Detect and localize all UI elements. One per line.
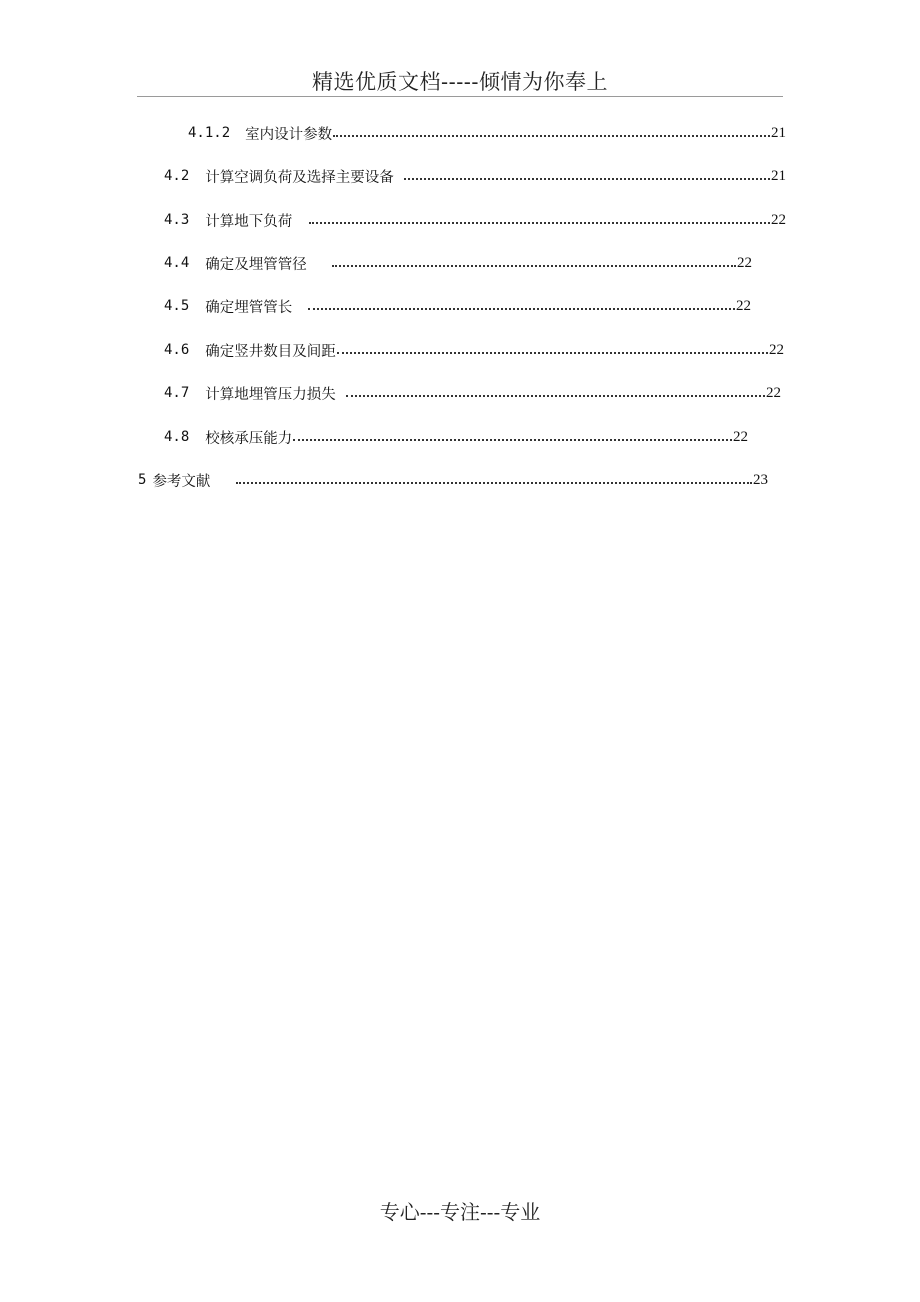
- toc-entry[interactable]: [164, 295, 751, 317]
- toc-entry[interactable]: [164, 426, 748, 448]
- toc-entry-title: 校核承压能力: [205, 430, 293, 447]
- toc-dot-leader: [236, 482, 752, 484]
- toc-entry-number: 4.8: [164, 429, 190, 445]
- toc-entry-number: 4.5: [164, 298, 190, 314]
- toc-entry[interactable]: [164, 382, 781, 404]
- toc-entry-page: 22: [771, 211, 786, 228]
- toc-entry-number: 4.6: [164, 342, 190, 358]
- toc-entry-title: 计算地埋管压力损失: [205, 386, 336, 403]
- toc-entry-number: 4.2: [164, 168, 190, 184]
- toc-entry-number: 5: [138, 472, 147, 488]
- toc-entry-title: 计算空调负荷及选择主要设备: [205, 169, 394, 186]
- toc-dot-leader: [337, 352, 768, 354]
- toc-entry-number: 4.3: [164, 212, 190, 228]
- toc-entry[interactable]: [138, 469, 768, 491]
- toc-entry-page: 22: [733, 428, 748, 445]
- toc-entry[interactable]: [164, 339, 784, 361]
- toc-entry-page: 22: [737, 254, 752, 271]
- toc-entry-number: 4.4: [164, 255, 190, 271]
- toc-entry[interactable]: [164, 252, 752, 274]
- toc-entry-number: 4.7: [164, 385, 190, 401]
- toc-entry-title: 确定及埋管管径: [205, 256, 307, 273]
- toc-entry-page: 22: [736, 297, 751, 314]
- toc-entry-title: 确定埋管管长: [205, 299, 293, 316]
- toc-entry-page: 23: [753, 471, 768, 488]
- toc-entry-page: 21: [771, 124, 786, 141]
- toc-dot-leader: [404, 178, 770, 180]
- toc-entry[interactable]: [164, 165, 786, 187]
- toc-dot-leader: [346, 395, 765, 397]
- toc-entry-title: 确定竖井数目及间距: [205, 343, 336, 360]
- toc-entry-title: 计算地下负荷: [205, 213, 293, 230]
- toc-entry[interactable]: [188, 122, 786, 144]
- toc-dot-leader: [333, 135, 770, 137]
- toc-dot-leader: [309, 222, 770, 224]
- toc-entry-page: 22: [766, 384, 781, 401]
- toc-dot-leader: [293, 439, 732, 441]
- toc-entry-number: 4.1.2: [188, 125, 231, 141]
- page-footer: 专心---专注---专业: [379, 1200, 541, 1224]
- toc-entry-title: 参考文献: [152, 473, 211, 490]
- toc-entry[interactable]: [164, 209, 786, 231]
- header-divider: [137, 96, 783, 97]
- toc-dot-leader: [332, 265, 736, 267]
- page-header: 精选优质文档-----倾情为你奉上: [312, 70, 608, 94]
- toc-entry-title: 室内设计参数: [245, 126, 333, 143]
- toc-entry-page: 22: [769, 341, 784, 358]
- toc-entry-page: 21: [771, 167, 786, 184]
- toc-dot-leader: [308, 308, 735, 310]
